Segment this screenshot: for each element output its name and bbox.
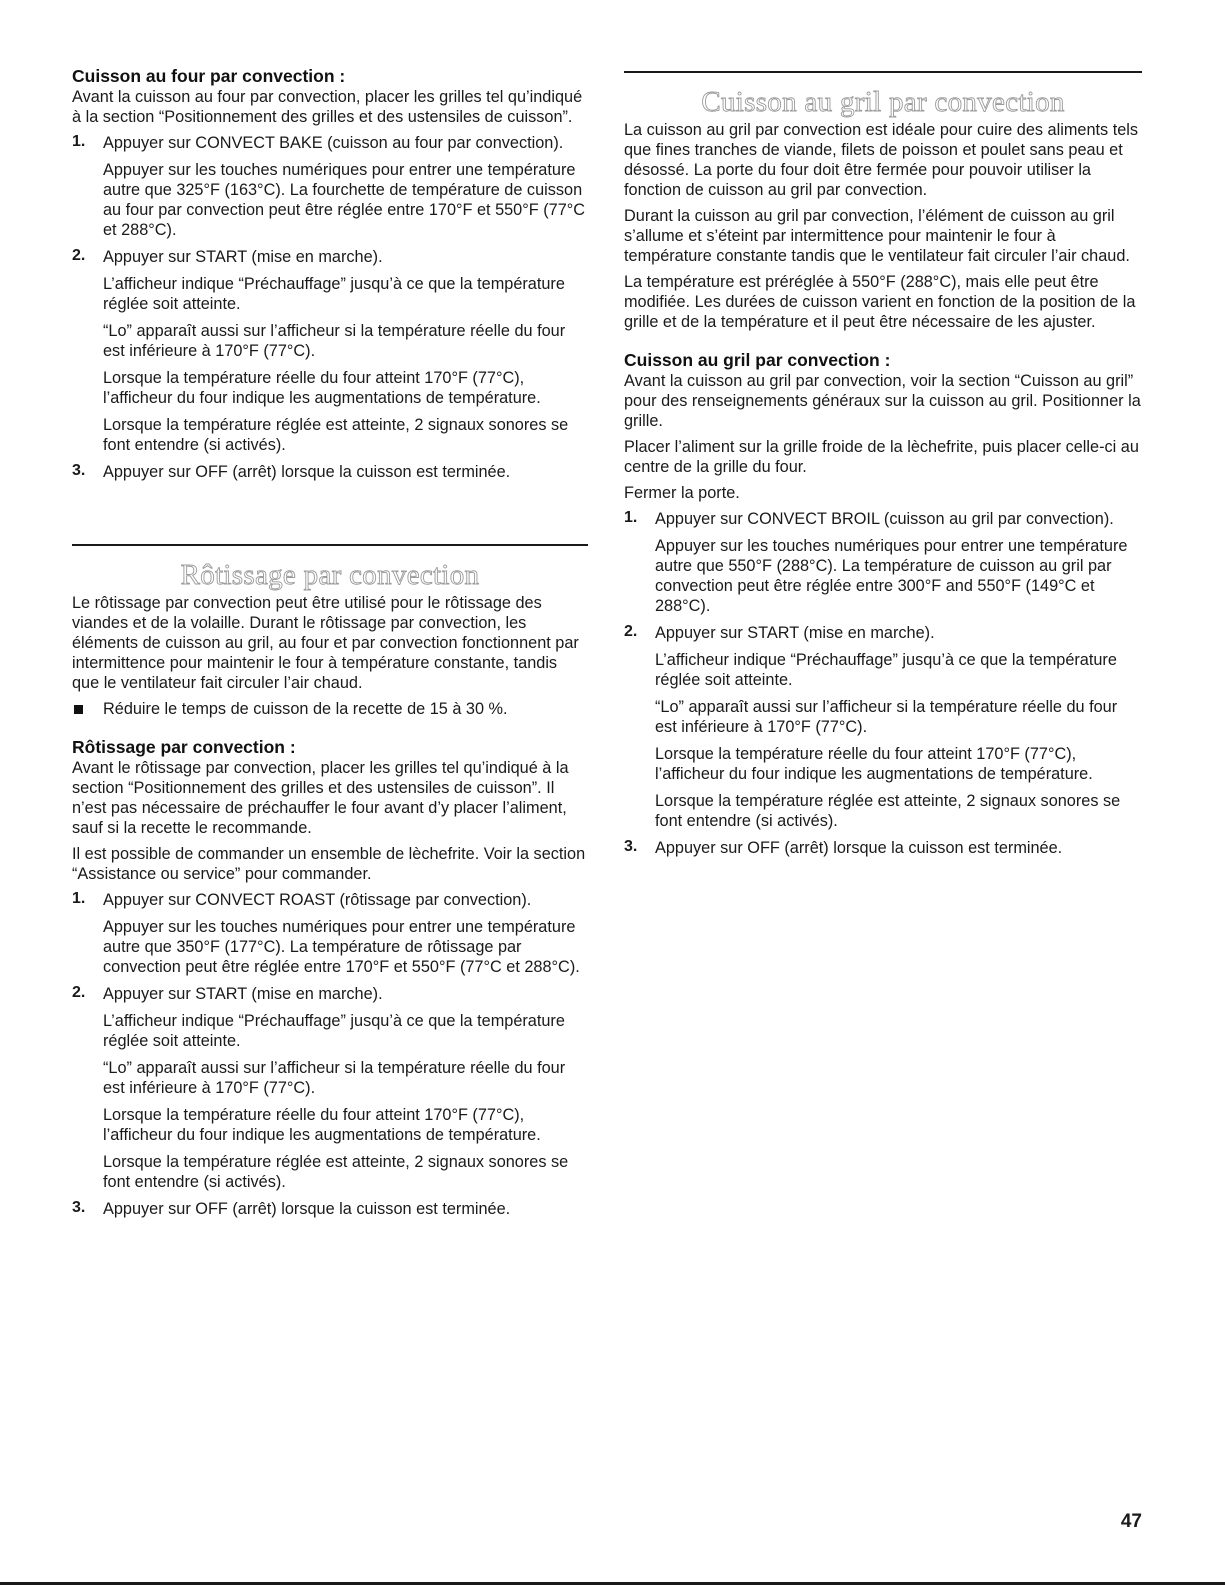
roast-intro: Le rôtissage par convection peut être utilisé pour le rôtissage des viandes et de la volaille. Durant le rôtissage par convection, les éléments de cuisson au gril, au four et par convection fonctionnent par intermittence pour maintenir le four à température constante, tandis que le ventilateur fait circuler l’air chaud. — [72, 594, 579, 692]
step-text: Appuyer sur START (mise en marche). — [103, 248, 383, 266]
step-number: 2. — [624, 623, 638, 640]
convect-broil-step-2 — [624, 623, 1142, 831]
convect-bake-heading: Cuisson au four par convection : — [72, 66, 346, 86]
step-number: 1. — [624, 509, 638, 526]
step-number: 3. — [72, 1199, 86, 1216]
convect-broil-block — [624, 120, 1142, 865]
convect-bake-step-2 — [72, 247, 588, 455]
step-text: Appuyer sur OFF (arrêt) lorsque la cuisson est terminée. — [103, 463, 511, 481]
step-text: Appuyer sur START (mise en marche). — [103, 985, 383, 1003]
step-text: L’afficheur indique “Préchauffage” jusqu’à ce que la température réglée soit atteinte. — [103, 1012, 565, 1050]
step-text: Appuyer sur START (mise en marche). — [655, 624, 935, 642]
step-text: Appuyer sur les touches numériques pour entrer une température autre que 350°F (177°C). La température de rôtissage par convection peut être réglée entre 170°F et 550°F (77°C et 288°C). — [103, 918, 580, 976]
step-text: Appuyer sur OFF (arrêt) lorsque la cuisson est terminée. — [103, 1200, 511, 1218]
step-text: Appuyer sur CONVECT ROAST (rôtissage par convection). — [103, 891, 532, 909]
step-text: “Lo” apparaît aussi sur l’afficheur si la température réelle du four est inférieure à 170°F (77°C). — [103, 1059, 566, 1097]
step-text: Lorsque la température réelle du four atteint 170°F (77°C), l’afficheur du four indique les augmentations de température. — [103, 1106, 541, 1144]
convect-roast-step-3 — [72, 1199, 588, 1219]
page-number: 47 — [1120, 1511, 1142, 1532]
step-text: Lorsque la température réelle du four atteint 170°F (77°C), l’afficheur du four indique les augmentations de température. — [655, 745, 1093, 783]
convect-bake-step-3 — [72, 462, 588, 482]
convect-bake-block — [72, 66, 588, 489]
step-text: Appuyer sur CONVECT BROIL (cuisson au gril par convection). — [655, 510, 1114, 528]
convect-roast-block — [72, 593, 588, 1226]
convect-broil-heading: Cuisson au gril par convection : — [624, 350, 891, 370]
section-divider — [624, 71, 1142, 73]
bullet-text: Réduire le temps de cuisson de la recette de 15 à 30 %. — [103, 700, 508, 718]
step-number: 1. — [72, 890, 86, 907]
step-text: Lorsque la température réglée est atteinte, 2 signaux sonores se font entendre (si activés). — [103, 416, 569, 454]
step-text: Appuyer sur les touches numériques pour entrer une température autre que 325°F (163°C). La fourchette de température de cuisson au four par convection peut être réglée entre 170°F et 550°F (77°C et 288°C). — [103, 161, 586, 239]
section-divider — [72, 544, 588, 546]
step-text: “Lo” apparaît aussi sur l’afficheur si la température réelle du four est inférieure à 170°F (77°C). — [103, 322, 566, 360]
broil-para-4: Avant la cuisson au gril par convection, voir la section “Cuisson au gril” pour des renseignements généraux sur la cuisson au gril. Positionner la grille. — [624, 372, 1141, 430]
convect-roast-step-1 — [72, 890, 588, 977]
convect-bake-step-1 — [72, 133, 588, 240]
roast-para-2: Il est possible de commander un ensemble de lèchefrite. Voir la section “Assistance ou service” pour commander. — [72, 845, 586, 883]
convect-broil-step-1 — [624, 509, 1142, 616]
step-number: 2. — [72, 247, 86, 264]
broil-para-6: Fermer la porte. — [624, 484, 740, 502]
step-number: 1. — [72, 133, 86, 150]
broil-section-title: Cuisson au gril par convection — [701, 86, 1065, 118]
step-text: Lorsque la température réelle du four atteint 170°F (77°C), l’afficheur du four indique les augmentations de température. — [103, 369, 541, 407]
step-number: 3. — [72, 462, 86, 479]
roast-bullet — [72, 699, 588, 719]
step-number: 3. — [624, 838, 638, 855]
broil-para-2: Durant la cuisson au gril par convection, l’élément de cuisson au gril s’allume et s’éteint par intermittence pour maintenir le four à température constante tandis que le ventilateur fait circuler l’air chaud. — [624, 207, 1130, 265]
convect-roast-heading: Rôtissage par convection : — [72, 737, 296, 757]
step-text: Appuyer sur CONVECT BAKE (cuisson au four par convection). — [103, 134, 564, 152]
square-bullet-icon — [74, 705, 83, 714]
step-text: “Lo” apparaît aussi sur l’afficheur si la température réelle du four est inférieure à 170°F (77°C). — [655, 698, 1118, 736]
step-text: Lorsque la température réglée est atteinte, 2 signaux sonores se font entendre (si activés). — [103, 1153, 569, 1191]
step-text: Lorsque la température réglée est atteinte, 2 signaux sonores se font entendre (si activés). — [655, 792, 1121, 830]
convect-broil-step-3 — [624, 838, 1142, 858]
step-number: 2. — [72, 984, 86, 1001]
broil-para-1: La cuisson au gril par convection est idéale pour cuire des aliments tels que fines tranches de viande, filets de poisson et poulet sans peau et désossé. La porte du four doit être fermée pour pouvoir utiliser la fonction de cuisson au gril par convection. — [624, 121, 1139, 199]
step-text: Appuyer sur les touches numériques pour entrer une température autre que 550°F (288°C). La température de cuisson au gril par convection peut être réglée entre 300°F and 550°F (149°C et 288°C). — [655, 537, 1128, 615]
step-text: Appuyer sur OFF (arrêt) lorsque la cuisson est terminée. — [655, 839, 1063, 857]
broil-para-5: Placer l’aliment sur la grille froide de la lèchefrite, puis placer celle-ci au centre de la grille du four. — [624, 438, 1139, 476]
step-text: L’afficheur indique “Préchauffage” jusqu’à ce que la température réglée soit atteinte. — [103, 275, 565, 313]
step-text: L’afficheur indique “Préchauffage” jusqu’à ce que la température réglée soit atteinte. — [655, 651, 1117, 689]
convect-roast-step-2 — [72, 984, 588, 1192]
convect-bake-intro: Avant la cuisson au four par convection, placer les grilles tel qu’indiqué à la section “Positionnement des grilles et des ustensiles de cuisson”. — [72, 88, 583, 126]
broil-para-3: La température est préréglée à 550°F (288°C), mais elle peut être modifiée. Les durées de cuisson varient en fonction de la position de la grille et de la température et il peut être nécessaire de les ajuster. — [624, 273, 1136, 331]
roast-para-1: Avant le rôtissage par convection, placer les grilles tel qu’indiqué à la section “Positionnement des grilles et des ustensiles de cuisson”. Il n’est pas nécessaire de préchauffer le four avant d’y placer l’aliment, sauf si la recette le recommande. — [72, 759, 569, 837]
roast-section-title: Rôtissage par convection — [180, 559, 480, 591]
